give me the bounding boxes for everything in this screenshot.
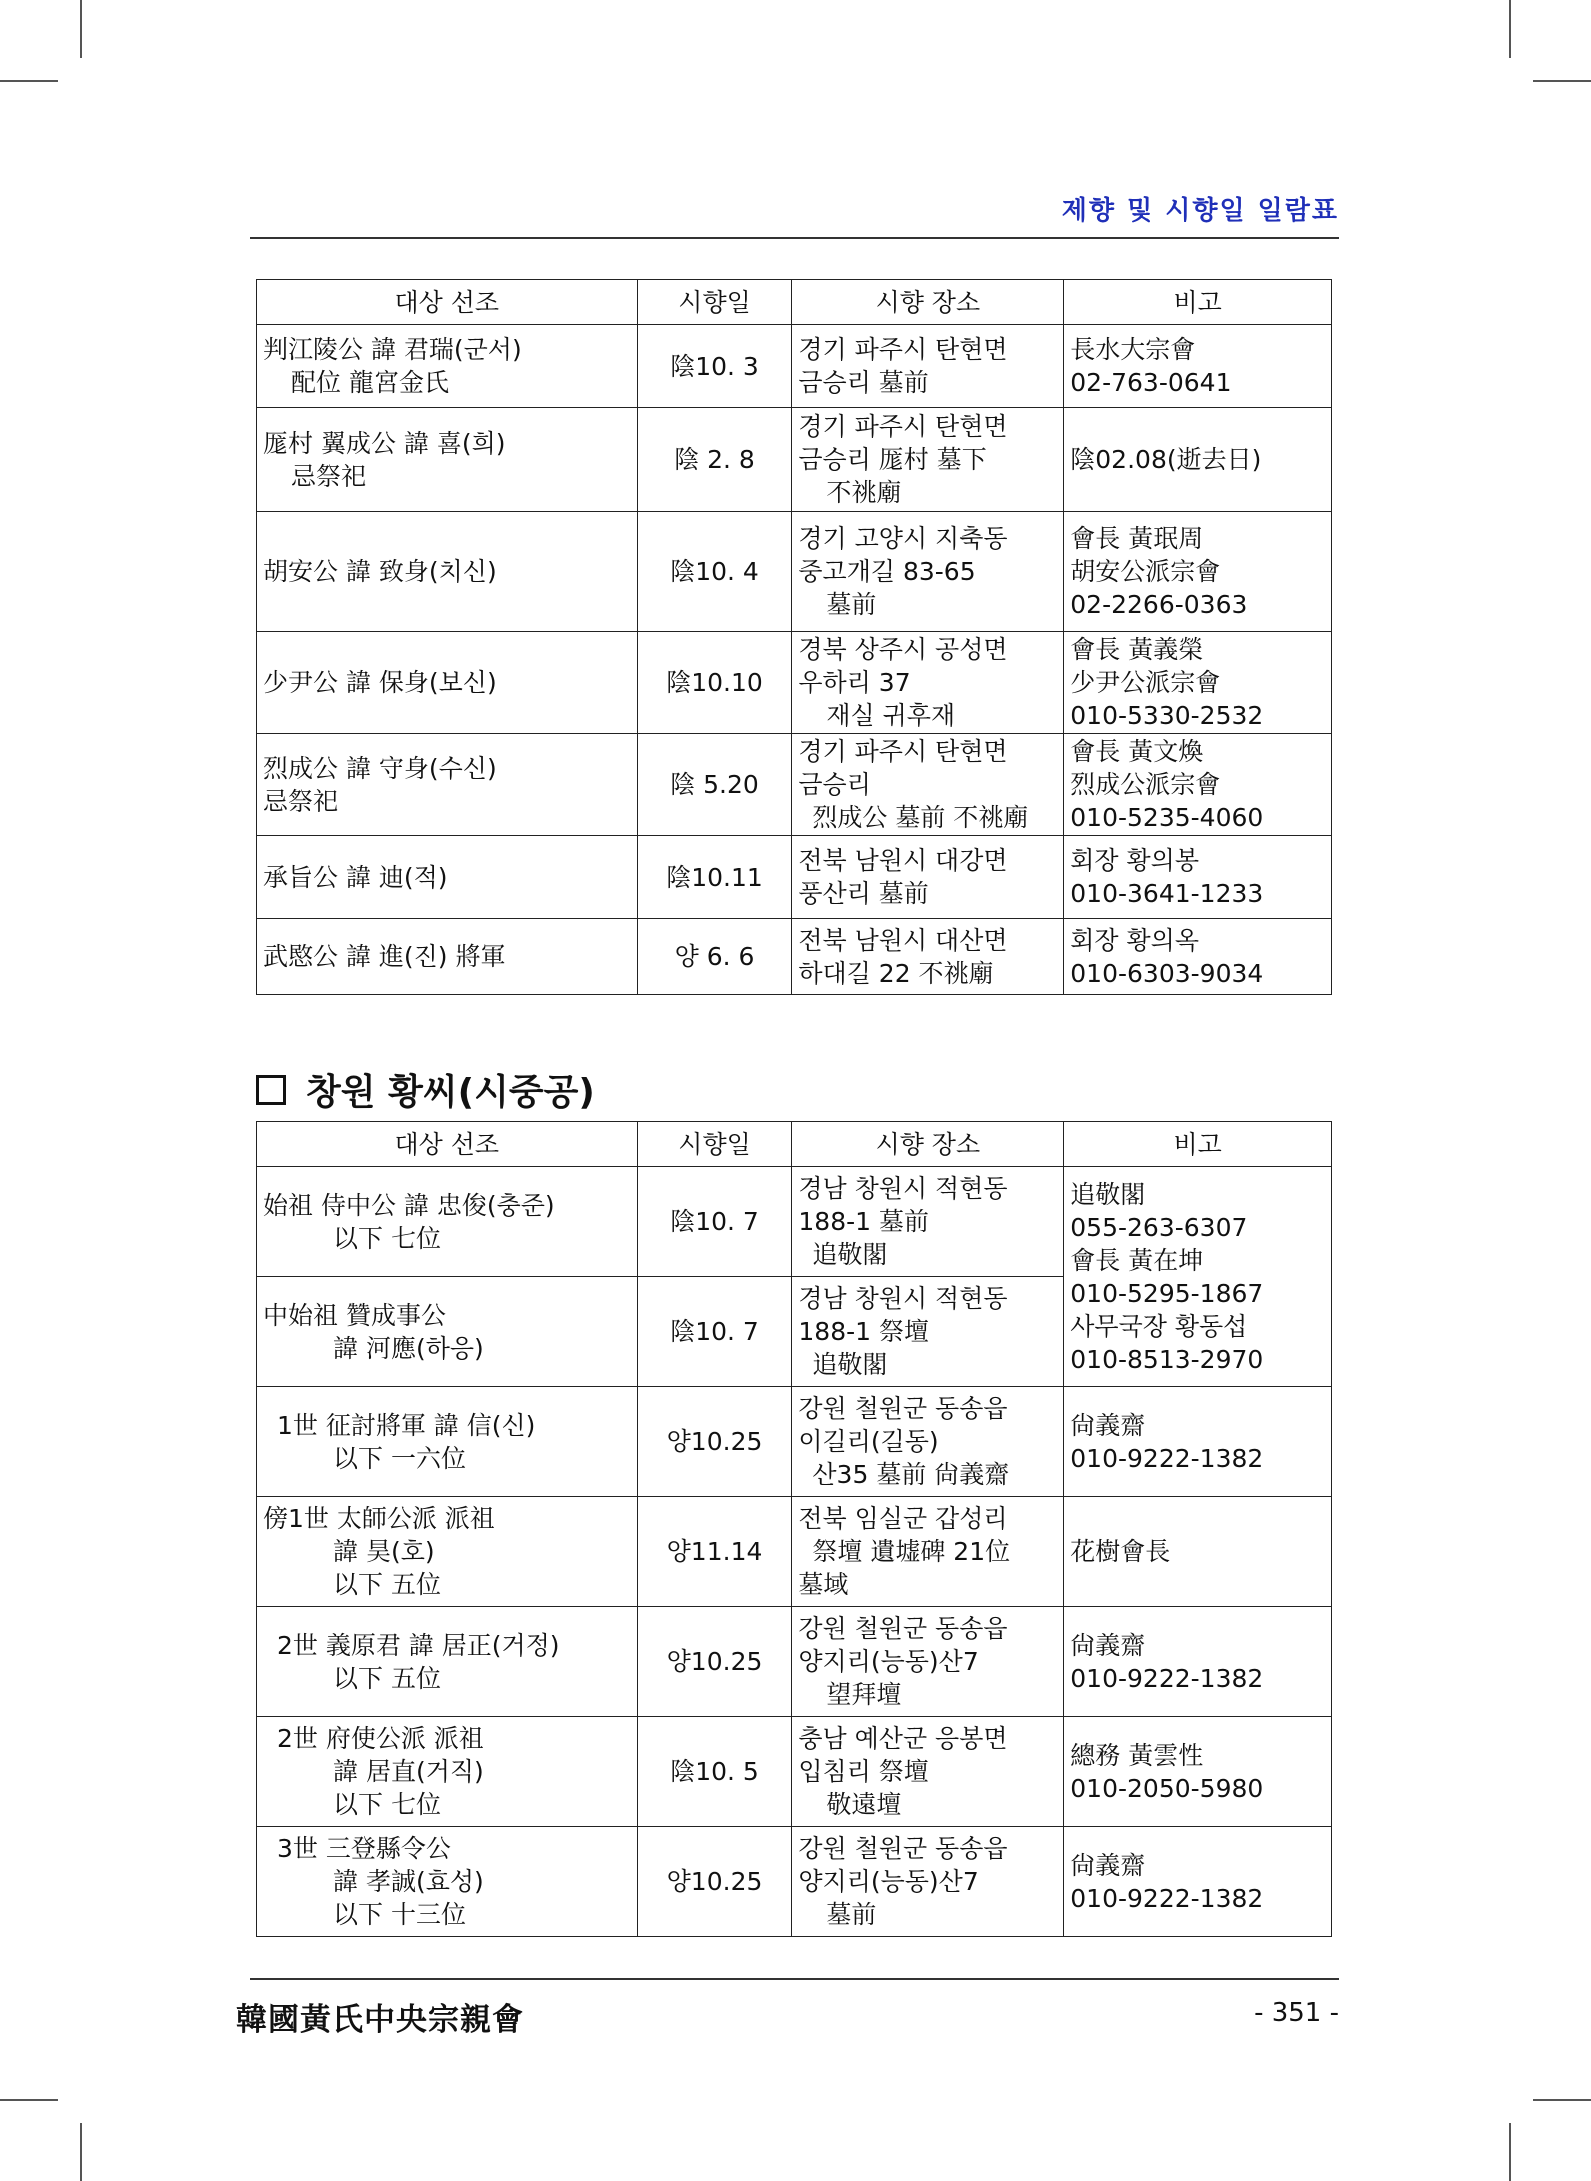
date-cell: 양10.25 (637, 1607, 792, 1717)
col-header-date: 시향일 (637, 1122, 792, 1167)
note-cell: 尙義齋 010-9222-1382 (1064, 1827, 1332, 1937)
table-row (257, 1717, 1332, 1827)
crop-mark (1533, 80, 1591, 82)
place-cell: 경남 창원시 적현동 188-1 墓前 追敬閣 (792, 1167, 1064, 1277)
note-cell: 尙義齋 010-9222-1382 (1064, 1387, 1332, 1497)
place-cell: 강원 철원군 동송읍 양지리(능동)산7 墓前 (792, 1827, 1064, 1937)
place-cell: 충남 예산군 응봉면 입침리 祭壇 敬遠壇 (792, 1717, 1064, 1827)
note-cell: 尙義齋 010-9222-1382 (1064, 1607, 1332, 1717)
ancestor-cell: 1世 征討將軍 諱 信(신) 以下 一六位 (257, 1387, 638, 1497)
checkbox-square-icon (256, 1075, 286, 1105)
place-cell: 경남 창원시 적현동 188-1 祭壇 追敬閣 (792, 1277, 1064, 1387)
crop-mark (1509, 0, 1511, 58)
table-row (257, 734, 1332, 836)
place-cell: 경기 파주시 탄현면 금승리 墓前 (792, 325, 1064, 408)
section-title: 창원 황씨(시중공) (306, 1072, 595, 1113)
table-row (257, 919, 1332, 995)
table-row (257, 632, 1332, 734)
page-number: - 351 - (1254, 1998, 1339, 2028)
date-cell: 陰10. 7 (637, 1277, 792, 1387)
date-cell: 양10.25 (637, 1827, 792, 1937)
note-cell: 회장 황의봉 010-3641-1233 (1064, 836, 1332, 919)
place-cell: 강원 철원군 동송읍 이길리(길동) 산35 墓前 尙義齋 (792, 1387, 1064, 1497)
note-cell: 會長 黃義榮 少尹公派宗會 010-5330-2532 (1064, 632, 1332, 734)
date-cell: 양11.14 (637, 1497, 792, 1607)
ancestor-cell: 少尹公 諱 保身(보신) (257, 632, 638, 734)
section-heading (256, 1064, 595, 1115)
table-row (257, 1607, 1332, 1717)
table-row (257, 1167, 1332, 1277)
note-cell: 陰02.08(逝去日) (1064, 408, 1332, 512)
date-cell: 陰 2. 8 (637, 408, 792, 512)
date-cell: 陰10.11 (637, 836, 792, 919)
place-cell: 경기 파주시 탄현면 금승리 厖村 墓下 不祧廟 (792, 408, 1064, 512)
place-cell: 전북 남원시 대강면 풍산리 墓前 (792, 836, 1064, 919)
col-header-date: 시향일 (637, 280, 792, 325)
table-row (257, 408, 1332, 512)
col-header-note: 비고 (1064, 1122, 1332, 1167)
schedule-table-1 (256, 279, 1332, 995)
crop-mark (0, 80, 58, 82)
date-cell: 陰10. 7 (637, 1167, 792, 1277)
table-row (257, 325, 1332, 408)
note-cell-shared: 追敬閣 055-263-6307 會長 黃在坤 010-5295-1867 사무국장 황동섭 010-8513-2970 (1064, 1167, 1332, 1387)
place-cell: 경북 상주시 공성면 우하리 37 재실 귀후재 (792, 632, 1064, 734)
date-cell: 陰10.10 (637, 632, 792, 734)
note-cell: 會長 黃珉周 胡安公派宗會 02-2266-0363 (1064, 512, 1332, 632)
running-title: 제향 및 시향일 일람표 (1061, 196, 1339, 226)
schedule-table-2 (256, 1121, 1332, 1937)
place-cell: 경기 파주시 탄현면 금승리 烈成公 墓前 不祧廟 (792, 734, 1064, 836)
crop-mark (1533, 2099, 1591, 2101)
table-row (257, 1827, 1332, 1937)
ancestor-cell: 始祖 侍中公 諱 忠俊(충준) 以下 七位 (257, 1167, 638, 1277)
footer-logo: 韓國黃氏中央宗親會 (236, 2002, 524, 2038)
table-row (257, 512, 1332, 632)
ancestor-cell: 厖村 翼成公 諱 喜(희) 忌祭祀 (257, 408, 638, 512)
crop-mark (80, 2123, 82, 2181)
crop-mark (80, 0, 82, 58)
ancestor-cell: 2世 府使公派 派祖 諱 居直(거직) 以下 七位 (257, 1717, 638, 1827)
ancestor-cell: 判江陵公 諱 君瑞(군서) 配位 龍宮金氏 (257, 325, 638, 408)
note-cell: 長水大宗會 02-763-0641 (1064, 325, 1332, 408)
date-cell: 양 6. 6 (637, 919, 792, 995)
table-row (257, 1387, 1332, 1497)
note-cell: 會長 黃文煥 烈成公派宗會 010-5235-4060 (1064, 734, 1332, 836)
note-cell: 花樹會長 (1064, 1497, 1332, 1607)
ancestor-cell: 武愍公 諱 進(진) 將軍 (257, 919, 638, 995)
col-header-note: 비고 (1064, 280, 1332, 325)
ancestor-cell: 傍1世 太師公派 派祖 諱 昊(호) 以下 五位 (257, 1497, 638, 1607)
footer-rule (250, 1978, 1339, 1980)
ancestor-cell: 3世 三登縣令公 諱 孝誠(효성) 以下 十三位 (257, 1827, 638, 1937)
ancestor-cell: 烈成公 諱 守身(수신) 忌祭祀 (257, 734, 638, 836)
crop-mark (1509, 2123, 1511, 2181)
col-header-place: 시향 장소 (792, 1122, 1064, 1167)
note-cell: 總務 黃雲性 010-2050-5980 (1064, 1717, 1332, 1827)
ancestor-cell: 胡安公 諱 致身(치신) (257, 512, 638, 632)
date-cell: 陰10. 3 (637, 325, 792, 408)
ancestor-cell: 2世 義原君 諱 居正(거정) 以下 五位 (257, 1607, 638, 1717)
place-cell: 강원 철원군 동송읍 양지리(능동)산7 望拜壇 (792, 1607, 1064, 1717)
table-row (257, 836, 1332, 919)
place-cell: 경기 고양시 지축동 중고개길 83-65 墓前 (792, 512, 1064, 632)
col-header-ancestor: 대상 선조 (257, 1122, 638, 1167)
ancestor-cell: 承旨公 諱 迪(적) (257, 836, 638, 919)
date-cell: 양10.25 (637, 1387, 792, 1497)
date-cell: 陰10. 5 (637, 1717, 792, 1827)
table-header-row (257, 1122, 1332, 1167)
place-cell: 전북 남원시 대산면 하대길 22 不祧廟 (792, 919, 1064, 995)
date-cell: 陰10. 4 (637, 512, 792, 632)
col-header-ancestor: 대상 선조 (257, 280, 638, 325)
ancestor-cell: 中始祖 贊成事公 諱 河應(하응) (257, 1277, 638, 1387)
table-header-row (257, 280, 1332, 325)
table-row (257, 1497, 1332, 1607)
crop-mark (0, 2099, 58, 2101)
col-header-place: 시향 장소 (792, 280, 1064, 325)
place-cell: 전북 임실군 갑성리 祭壇 遺墟碑 21位 墓域 (792, 1497, 1064, 1607)
header-rule (250, 237, 1339, 239)
note-cell: 회장 황의옥 010-6303-9034 (1064, 919, 1332, 995)
date-cell: 陰 5.20 (637, 734, 792, 836)
